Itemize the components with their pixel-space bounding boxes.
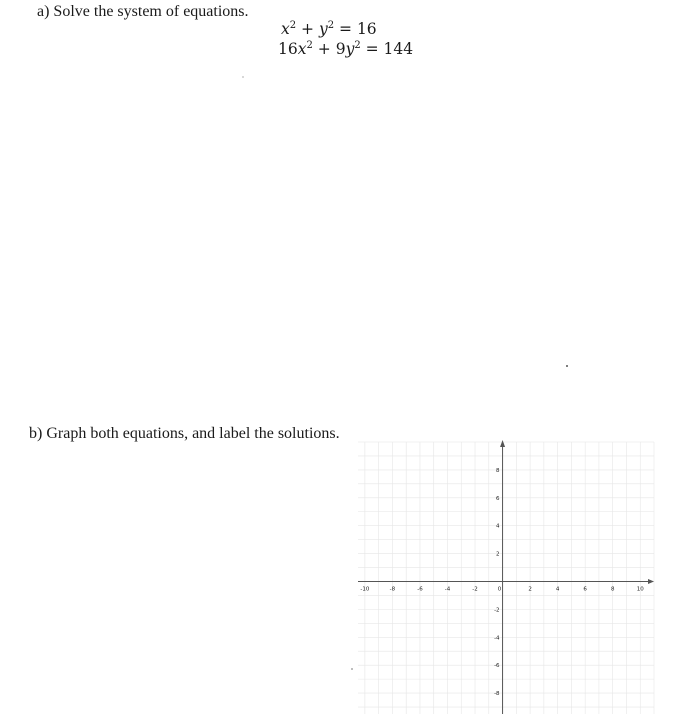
part-b-prompt: b) Graph both equations, and label the solutions.	[29, 425, 340, 442]
eq2-exp-y: 2	[354, 40, 361, 51]
eq1-exp-x: 2	[289, 20, 297, 31]
eq2-coef-x: 16	[278, 40, 298, 58]
x-tick-label: 2	[528, 586, 532, 593]
x-tick-label: -2	[472, 586, 478, 593]
x-tick-label: 8	[610, 586, 615, 593]
x-tick-label: -10	[360, 586, 370, 593]
eq2-plus: + 9	[312, 40, 346, 58]
scan-speck	[351, 668, 353, 670]
x-tick-label: -4	[444, 586, 451, 593]
eq2-exp-x: 2	[306, 40, 313, 51]
y-tick-label: 8	[496, 467, 500, 474]
x-tick-label: 6	[583, 586, 587, 593]
equation-2	[278, 40, 413, 58]
y-tick-label: -6	[494, 663, 500, 670]
y-tick-label: 2	[496, 551, 500, 558]
eq1-exp-y: 2	[327, 20, 335, 31]
x-tick-label: -6	[417, 586, 423, 593]
eq1-plus: +	[296, 20, 319, 38]
x-axis-arrow-icon	[648, 579, 654, 584]
eq2-var-y: y	[345, 40, 355, 58]
scan-speck	[242, 76, 244, 78]
x-tick-label: 4	[555, 586, 560, 593]
y-axis-arrow-icon	[500, 440, 505, 447]
eq2-var-x: x	[297, 40, 307, 58]
eq1-rhs: = 16	[334, 20, 377, 38]
y-tick-label: 4	[496, 523, 500, 530]
y-tick-label: -4	[494, 635, 500, 642]
y-tick-label: -2	[494, 607, 500, 614]
x-tick-label: 10	[636, 586, 644, 593]
x-tick-label: 0	[497, 586, 502, 593]
eq1-var-x: x	[281, 20, 290, 38]
y-tick-label: 6	[496, 495, 500, 502]
x-tick-label: -8	[389, 586, 396, 593]
scan-speck	[566, 365, 568, 367]
y-tick-label: -8	[494, 691, 500, 698]
eq1-var-y: y	[318, 20, 328, 38]
equation-1	[281, 20, 377, 38]
eq2-rhs: = 144	[360, 40, 414, 58]
coordinate-grid	[356, 438, 656, 718]
part-a-prompt: a) Solve the system of equations.	[37, 3, 249, 20]
